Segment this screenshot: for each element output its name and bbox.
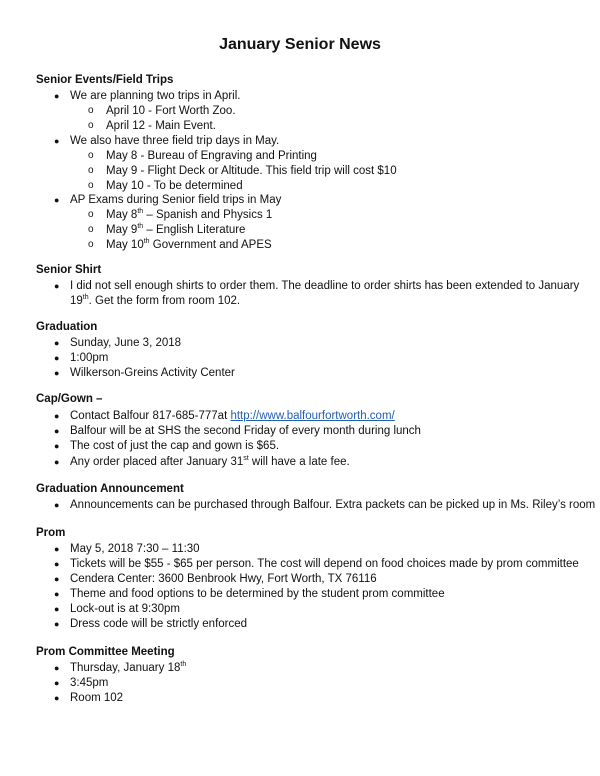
bullet-icon: ●: [54, 604, 60, 614]
bullet-icon: ●: [54, 441, 60, 451]
sub-bullet-icon: o: [88, 105, 94, 116]
bullet-icon: ●: [54, 136, 60, 146]
bullet-icon: ●: [54, 589, 60, 599]
heading-prom: Prom: [36, 527, 66, 539]
heading-senior-events: Senior Events/Field Trips: [36, 74, 174, 86]
heading-cap-gown: Cap/Gown –: [36, 393, 103, 405]
bullet-icon: ●: [54, 663, 60, 673]
bullet-icon: ●: [54, 281, 60, 291]
bullet-icon: ●: [54, 426, 60, 436]
bullet-icon: ●: [54, 457, 60, 467]
heading-prom-committee: Prom Committee Meeting: [36, 646, 175, 658]
bullet-icon: ●: [54, 195, 60, 205]
bullet-icon: ●: [54, 353, 60, 363]
sub-bullet-icon: o: [88, 165, 94, 176]
bullet-icon: ●: [54, 411, 60, 421]
bullet-icon: ●: [54, 693, 60, 703]
bullet-icon: ●: [54, 678, 60, 688]
page-title: January Senior News: [219, 36, 381, 53]
bullet-icon: ●: [54, 574, 60, 584]
bullet-icon: ●: [54, 338, 60, 348]
sub-bullet-icon: o: [88, 224, 94, 235]
bullet-icon: ●: [54, 544, 60, 554]
bullet-icon: ●: [54, 500, 60, 510]
heading-graduation-announcement: Graduation Announcement: [36, 483, 184, 495]
sub-bullet-icon: o: [88, 180, 94, 191]
sub-bullet-icon: o: [88, 239, 94, 250]
sub-bullet-icon: o: [88, 120, 94, 131]
heading-senior-shirt: Senior Shirt: [36, 264, 102, 276]
sub-bullet-icon: o: [88, 209, 94, 220]
bullet-icon: ●: [54, 559, 60, 569]
heading-graduation: Graduation: [36, 321, 98, 333]
bullet-icon: ●: [54, 619, 60, 629]
sub-bullet-icon: o: [88, 150, 94, 161]
bullet-icon: ●: [54, 91, 60, 101]
balfour-link[interactable]: http://www.balfourfortworth.com/: [230, 410, 395, 422]
bullet-icon: ●: [54, 368, 60, 378]
